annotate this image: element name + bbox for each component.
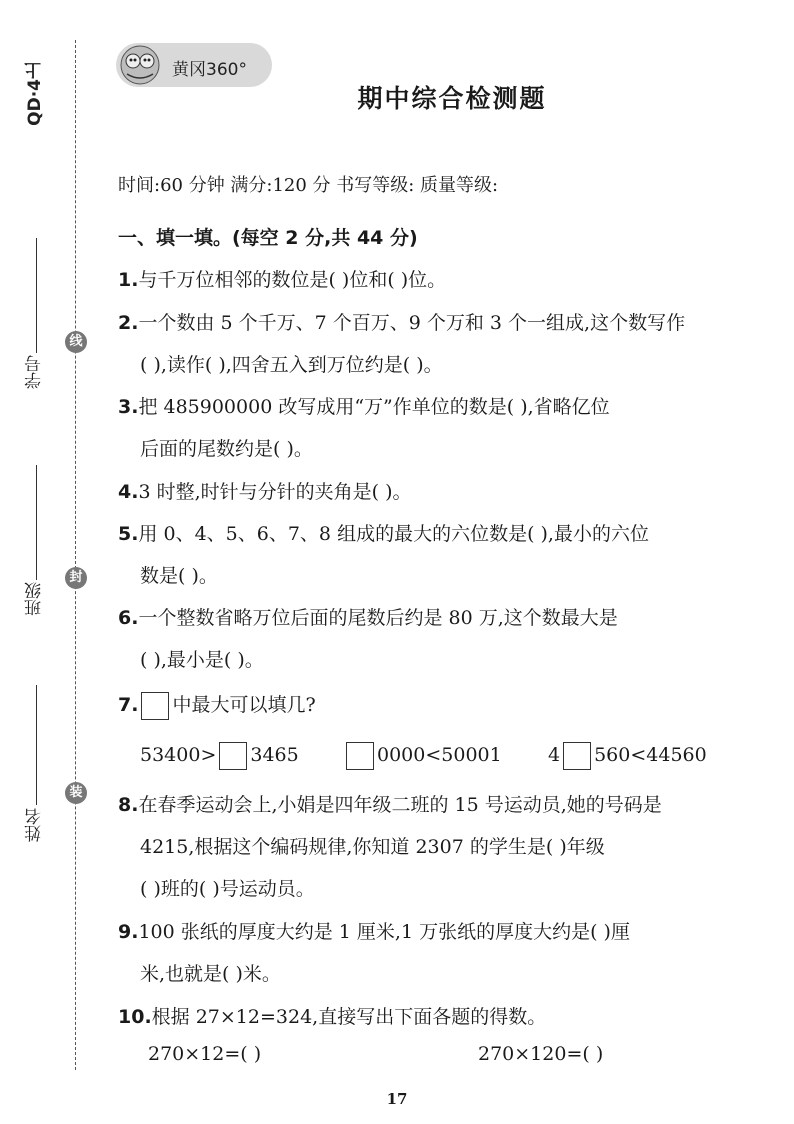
blank-box[interactable] [346,742,374,770]
blank-box[interactable] [563,742,591,770]
question-3: 3.把 485900000 改写成用“万”作单位的数是( ),省略亿位 [118,396,610,418]
line-mark: 线 [65,331,87,353]
question-5-line-2: 数是( )。 [140,565,218,587]
question-2-line-2: ( ),读作( ),四舍五入到万位约是( )。 [140,354,443,376]
badge-text: 黄冈360° [172,60,247,80]
class-label: 班级 [25,582,45,616]
blank-box[interactable] [219,742,247,770]
name-label: 姓名 [25,808,45,842]
question-10-item-1: 270×12=( ) [148,1043,262,1065]
class-line [36,465,38,580]
exam-info: 时间:60 分钟 满分:120 分 书写等级: 质量等级: [118,175,499,196]
question-2: 2.一个数由 5 个千万、7 个百万、9 个万和 3 个一组成,这个数写作 [118,312,686,334]
question-9: 9.100 张纸的厚度大约是 1 厘米,1 万张纸的厚度大约是( )厘 [118,921,630,943]
question-5: 5.用 0、4、5、6、7、8 组成的最大的六位数是( ),最小的六位 [118,523,649,545]
grade-code: QD·4上 [25,62,45,126]
question-6-line-2: ( ),最小是( )。 [140,649,264,671]
question-10-item-2: 270×120=( ) [478,1043,604,1065]
question-8-line-3: ( )班的( )号运动员。 [140,878,315,900]
student-id-line [36,238,38,353]
page-title: 期中综合检测题 [357,84,547,113]
bind-mark: 装 [65,782,87,804]
question-7-item-1: 53400> 3465 [140,742,299,770]
question-8: 8.在春季运动会上,小娟是四年级二班的 15 号运动员,她的号码是 [118,794,662,816]
binding-dash-line [75,40,76,1070]
question-4: 4.3 时整,时针与分针的夹角是( )。 [118,481,412,503]
student-id-label: 学号 [25,355,45,389]
page-number: 17 [386,1090,408,1108]
question-7: 7. 中最大可以填几? [118,690,316,720]
seal-mark: 封 [65,567,87,589]
question-10: 10.根据 27×12=324,直接写出下面各题的得数。 [118,1006,547,1028]
name-line [36,685,38,805]
question-8-line-2: 4215,根据这个编码规律,你知道 2307 的学生是( )年级 [140,836,605,858]
question-7-item-3: 4 560<44560 [548,742,707,770]
blank-box[interactable] [141,692,169,720]
question-9-line-2: 米,也就是( )米。 [140,963,281,985]
question-6: 6.一个整数省略万位后面的尾数后约是 80 万,这个数最大是 [118,607,618,629]
section-1-heading: 一、填一填。(每空 2 分,共 44 分) [118,227,418,249]
question-1: 1.与千万位相邻的数位是( )位和( )位。 [118,269,447,291]
question-7-item-2: 0000<50001 [343,742,502,770]
question-3-line-2: 后面的尾数约是( )。 [140,438,313,460]
